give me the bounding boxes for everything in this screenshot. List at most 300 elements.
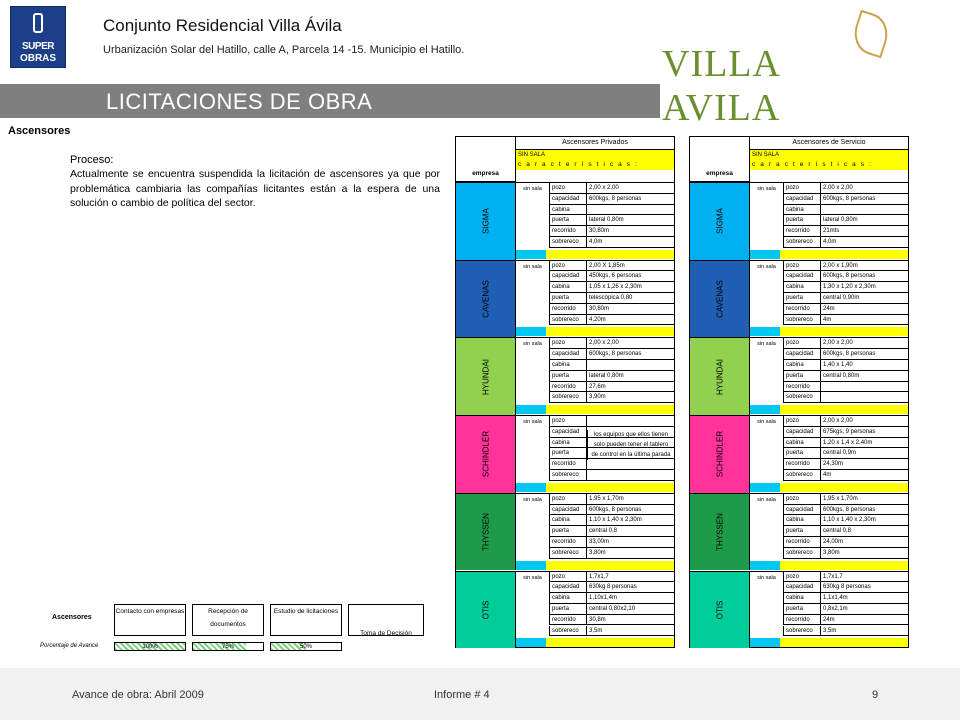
spec-key: puerta (549, 371, 587, 381)
brand-block-schindler (690, 415, 908, 493)
spec-key: capacidad (783, 271, 821, 281)
spec-value: 30,8m (589, 616, 606, 623)
spec-row (549, 304, 674, 315)
spec-row (549, 505, 674, 516)
spec-row (783, 183, 908, 194)
spec-key: puerta (783, 293, 821, 303)
spec-key: puerta (549, 526, 587, 536)
spec-key: cabina (549, 360, 587, 370)
spec-value: 4m (823, 316, 832, 323)
spec-key: cabina (783, 438, 821, 448)
spec-row (783, 205, 908, 216)
spec-value: telescópica 0,80 (589, 295, 633, 302)
page-subtitle: Urbanización Solar del Hatillo, calle A, Parcela 14 -15. Municipio el Hatillo. (103, 44, 465, 56)
spec-row (783, 582, 908, 593)
spec-key: capacidad (549, 505, 587, 515)
spec-row (549, 494, 674, 505)
brand-block-cavenas (690, 260, 908, 338)
brand-cell (456, 572, 516, 649)
progress-chart-title: Ascensores (52, 614, 92, 621)
spec-key: cabina (549, 593, 587, 603)
brand-cell (690, 261, 750, 338)
spec-value: central 0,8 (589, 528, 618, 535)
spec-value: 600kgs, 8 personas (823, 506, 876, 513)
super-obras-logo (10, 6, 66, 68)
spec-row (549, 360, 674, 371)
spec-key: capacidad (549, 427, 587, 437)
spec-row (783, 349, 908, 360)
villa-avila-logo-text: VILLA AVILA (662, 43, 781, 129)
spec-key: capacidad (549, 582, 587, 592)
separator-accent (750, 638, 780, 647)
spec-row (549, 282, 674, 293)
spec-value: 1,40 x 1,40 (823, 361, 853, 368)
spec-row (783, 360, 908, 371)
spec-value (587, 205, 674, 215)
spec-key: recorrido (783, 459, 821, 469)
spec-value: 30,80m (589, 305, 610, 312)
elevator-table-service (689, 136, 909, 648)
spec-row (549, 615, 674, 626)
spec-value: 27,6m (589, 383, 606, 390)
spec-value: 2,00 x 2,00 (823, 418, 853, 425)
spec-value: 2,00 X 1,85m (589, 262, 625, 269)
spec-value: 3,90m (589, 394, 606, 401)
spec-row (549, 183, 674, 194)
sin-sala-cell: sin sala (523, 574, 542, 581)
spec-key: recorrido (783, 382, 821, 392)
caracteristicas-label: c a r a c t e r í s t i c a s : (516, 160, 674, 170)
footer-report: Informe # 4 (434, 689, 490, 701)
spec-key: cabina (783, 282, 821, 292)
spec-key: sobrereco (549, 626, 587, 636)
spec-row (783, 271, 908, 282)
sin-sala-cell: sin sala (523, 186, 542, 192)
spec-row (783, 282, 908, 293)
sin-sala-cell: sin sala (757, 574, 776, 581)
page-number: 9 (872, 689, 879, 701)
brand-block-hyundai (690, 337, 908, 415)
stage-recepcion (192, 604, 264, 636)
progress-value: 50% (299, 644, 312, 650)
spec-row (783, 416, 908, 427)
spec-value: 630kg 8 personas (823, 584, 871, 591)
progress-bar-contacto (114, 642, 186, 651)
spec-row (783, 548, 908, 559)
sin-sala-cell: sin sala (757, 341, 776, 348)
spec-key: cabina (783, 593, 821, 603)
brand-name: HYUNDAI (481, 358, 490, 395)
spec-row (783, 215, 908, 226)
spec-key: recorrido (549, 226, 587, 236)
spec-row (783, 526, 908, 537)
spec-value: 3,80m (823, 549, 840, 556)
separator-accent (750, 250, 780, 259)
spec-row (783, 470, 908, 481)
spec-row (549, 237, 674, 248)
brand-name: SIGMA (715, 208, 724, 235)
sin-sala-cell: sin sala (523, 419, 542, 426)
spec-key: pozo (783, 338, 821, 348)
elevator-table-private (455, 136, 675, 648)
spec-row (783, 438, 908, 449)
spec-value: 4,0m (823, 239, 837, 245)
spec-key: recorrido (549, 537, 587, 547)
note-cell: los equipos que ellos tienen solo pueden tener el tablero de control en la última parada (587, 430, 674, 460)
spec-row (783, 537, 908, 548)
spec-row (783, 237, 908, 248)
spec-row (549, 593, 674, 604)
table-title: Ascensores Privados (516, 137, 674, 150)
spec-row (783, 392, 908, 403)
brand-block-sigma (456, 182, 674, 260)
spec-value: 1,30 x 1,20 x 2,30m (823, 284, 876, 291)
spec-value: 2,00 x 1,90m (823, 262, 858, 269)
spec-key: pozo (549, 261, 587, 271)
spec-row (549, 470, 674, 481)
sin-sala-cell: sin sala (757, 186, 776, 192)
spec-value: 3,5m (823, 627, 837, 634)
banner-title: LICITACIONES DE OBRA (106, 89, 373, 114)
sin-sala-cell: sin sala (757, 419, 776, 426)
footer-date: Avance de obra: Abril 2009 (72, 689, 204, 701)
spec-row (549, 194, 674, 205)
table-title: Ascensores de Servicio (750, 137, 908, 150)
spec-value: 450kgs, 6 personas (589, 273, 642, 280)
spec-key: pozo (783, 494, 821, 504)
spec-row (783, 593, 908, 604)
spec-row (783, 261, 908, 272)
separator-accent (516, 483, 546, 492)
separator-accent (516, 561, 546, 570)
spec-key: cabina (783, 360, 821, 370)
spec-row (783, 338, 908, 349)
brand-cell (690, 572, 750, 649)
spec-value: 1,95 x 1,70m (823, 495, 858, 502)
spec-value: 3,5m (589, 627, 603, 634)
brand-name: CAVENAS (481, 280, 490, 318)
sin-sala-label: SIN SALA (750, 150, 908, 160)
spec-row (549, 626, 674, 637)
spec-key: pozo (549, 183, 587, 193)
stage-label: Toma de Decisión (360, 630, 412, 637)
brand-name: THYSSEN (715, 513, 724, 552)
spec-value: central 0,8 (823, 528, 852, 535)
progress-bar-estudio (270, 642, 342, 651)
spec-key: cabina (783, 515, 821, 525)
spec-row (549, 349, 674, 360)
brand-block-schindler (456, 415, 674, 493)
spec-row (783, 505, 908, 516)
spec-key: puerta (783, 371, 821, 381)
spec-key: recorrido (783, 226, 821, 236)
spec-value: 30,80m (589, 228, 610, 235)
spec-key: puerta (549, 448, 587, 458)
spec-value: 1,10 x 1,40 x 2,30m (823, 517, 876, 524)
brand-name: SCHINDLER (481, 431, 490, 478)
progress-value: 75% (221, 644, 234, 650)
spec-value: 600kgs, 8 personas (589, 506, 642, 513)
spec-key: pozo (549, 494, 587, 504)
sin-sala-cell: sin sala (523, 263, 542, 270)
spec-key: sobrereco (783, 237, 821, 247)
brand-cell (456, 183, 516, 260)
spec-row (783, 293, 908, 304)
spec-value: 600kgs, 8 personas (589, 351, 642, 358)
spec-value: 630kg 8 personas (589, 584, 637, 591)
caracteristicas-label: c a r a c t e r í s t i c a s : (750, 160, 908, 170)
brand-cell (456, 494, 516, 571)
spec-row (783, 515, 908, 526)
proceso-description: Actualmente se encuentra suspendida la licitación de ascensores ya que por problemática cambiaria las compañías licitantes están a la espera de una solución o cambio de política del sector. (70, 168, 440, 209)
spec-value: 1,10x1,4m (589, 595, 618, 602)
spec-value: 600kgs, 8 personas (823, 351, 876, 358)
brand-name: SIGMA (481, 208, 490, 235)
empresa-header (456, 137, 516, 182)
spec-value: 24m (823, 616, 835, 623)
spec-row (549, 537, 674, 548)
spec-row (549, 526, 674, 537)
logo-text-top: SUPER (22, 41, 54, 52)
spec-key: puerta (783, 448, 821, 458)
spec-key: capacidad (549, 349, 587, 359)
spec-row (549, 293, 674, 304)
sin-sala-label: SIN SALA (516, 150, 674, 160)
spec-key: recorrido (783, 304, 821, 314)
empresa-header (690, 137, 750, 182)
spec-key: capacidad (549, 194, 587, 204)
progress-percent-label: Porcentaje de Avance (40, 643, 99, 649)
spec-row (549, 604, 674, 615)
page-title: Conjunto Residencial Villa Ávila (103, 16, 342, 35)
spec-row (783, 315, 908, 326)
stage-label: Recepción de documentos (208, 608, 248, 628)
spec-row (549, 271, 674, 282)
brand-cell (690, 416, 750, 493)
spec-value: 1,95 x 1,70m (589, 495, 624, 502)
spec-value: 675kgs, 9 personas (823, 428, 876, 435)
spec-value: 1,05 x 1,26 x 2,30m (589, 284, 642, 291)
spec-row (549, 205, 674, 216)
spec-value: 4,0m (589, 239, 603, 245)
spec-value: 2,00 x 2,00 (589, 185, 619, 191)
brand-cell (456, 416, 516, 493)
spec-key: sobrereco (549, 392, 587, 402)
spec-value: 24,30m (823, 461, 844, 468)
spec-value: 2,00 x 2,00 (589, 340, 619, 347)
brand-block-cavenas (456, 260, 674, 338)
brand-name: OTIS (715, 600, 724, 620)
spec-key: capacidad (783, 427, 821, 437)
spec-key: sobrereco (783, 548, 821, 558)
spec-value: lateral 0,80m (589, 372, 624, 379)
spec-value: 600kgs, 8 personas (823, 195, 876, 202)
spec-value: lateral 0,80m (823, 217, 858, 224)
brand-cell (690, 183, 750, 260)
spec-key: recorrido (783, 615, 821, 625)
spec-value: 1,10 x 1,40 x 2,30m (589, 517, 642, 524)
progress-fill (193, 643, 246, 650)
spec-key: pozo (783, 261, 821, 271)
spec-value (821, 392, 908, 402)
separator-accent (750, 561, 780, 570)
spec-value: 24m (823, 305, 835, 312)
spec-key: puerta (783, 215, 821, 225)
separator-accent (750, 405, 780, 414)
logo-mark-icon (33, 13, 43, 33)
proceso-label: Proceso: (70, 154, 114, 166)
spec-key: pozo (783, 572, 821, 582)
progress-value: 100% (142, 644, 158, 650)
spec-key: recorrido (549, 615, 587, 625)
spec-key: cabina (549, 438, 587, 448)
empresa-label: empresa (706, 170, 733, 177)
spec-row (783, 626, 908, 637)
spec-value (821, 205, 908, 215)
separator-accent (750, 327, 780, 336)
brand-block-hyundai (456, 337, 674, 415)
spec-key: sobrereco (783, 392, 821, 402)
spec-row (549, 371, 674, 382)
spec-row (549, 315, 674, 326)
spec-row (549, 382, 674, 393)
spec-value: 1,7x1,7 (823, 573, 843, 580)
spec-value: central 0,80x2,10 (589, 605, 636, 612)
separator-accent (516, 250, 546, 259)
spec-row (783, 494, 908, 505)
spec-value: 2,00 x 2,00 (823, 185, 853, 191)
brand-block-sigma (690, 182, 908, 260)
spec-value: 1,20 x 1,4 x 2,40m (823, 439, 873, 446)
spec-key: pozo (783, 416, 821, 426)
spec-row (783, 194, 908, 205)
spec-row (549, 572, 674, 583)
spec-value: central 0,90m (823, 295, 860, 302)
spec-key: cabina (783, 205, 821, 215)
spec-row (549, 338, 674, 349)
spec-row (549, 515, 674, 526)
spec-key: puerta (549, 293, 587, 303)
spec-value: 4m (823, 472, 832, 479)
spec-key: sobrereco (783, 626, 821, 636)
sin-sala-cell: sin sala (523, 496, 542, 503)
empresa-label: empresa (472, 170, 499, 177)
spec-row (783, 226, 908, 237)
spec-row (549, 261, 674, 272)
spec-key: recorrido (549, 382, 587, 392)
stage-label: Estudio de licitaciones (273, 608, 339, 615)
spec-key: puerta (783, 604, 821, 614)
section-banner (0, 84, 660, 118)
spec-key: capacidad (549, 271, 587, 281)
spec-key: pozo (549, 572, 587, 582)
spec-key: puerta (549, 604, 587, 614)
separator-accent (516, 327, 546, 336)
spec-row (549, 459, 674, 470)
spec-key: sobrereco (783, 315, 821, 325)
spec-key: cabina (549, 282, 587, 292)
spec-row (783, 572, 908, 583)
spec-value: central 0,80m (823, 372, 860, 379)
spec-key: capacidad (783, 194, 821, 204)
spec-row (549, 548, 674, 559)
brand-block-otis (456, 571, 674, 649)
spec-value: 3,80m (589, 549, 606, 556)
spec-value: 600kgs, 8 personas (823, 273, 876, 280)
brand-name: THYSSEN (481, 513, 490, 552)
progress-bar-recepcion (192, 642, 264, 651)
spec-key: recorrido (783, 537, 821, 547)
spec-key: recorrido (549, 459, 587, 469)
spec-row (549, 226, 674, 237)
spec-row (549, 416, 674, 427)
spec-row (549, 582, 674, 593)
spec-row (549, 215, 674, 226)
stage-decision (348, 604, 424, 636)
separator-accent (516, 638, 546, 647)
spec-row (783, 459, 908, 470)
brand-block-thyssen (456, 493, 674, 571)
spec-value (587, 360, 674, 370)
brand-cell (690, 494, 750, 571)
brand-name: CAVENAS (715, 280, 724, 318)
spec-row (783, 371, 908, 382)
spec-key: sobrereco (549, 315, 587, 325)
spec-key: puerta (783, 526, 821, 536)
brand-cell (456, 261, 516, 338)
section-heading: Ascensores (8, 125, 71, 137)
brand-name: HYUNDAI (715, 358, 724, 395)
spec-value: 600kgs, 8 personas (589, 195, 642, 202)
spec-key: pozo (549, 416, 587, 426)
spec-value: lateral 0,80m (589, 217, 624, 224)
spec-key: cabina (549, 515, 587, 525)
spec-row (783, 427, 908, 438)
spec-value: 1,7x1,7 (589, 573, 609, 580)
sin-sala-cell: sin sala (757, 496, 776, 503)
spec-value: central 0,9m (823, 450, 857, 457)
separator-accent (750, 483, 780, 492)
spec-key: sobrereco (549, 470, 587, 480)
spec-value: 0,8x2,1m (823, 605, 848, 612)
brand-cell (456, 338, 516, 415)
spec-key: sobrereco (549, 548, 587, 558)
brand-name: SCHINDLER (715, 431, 724, 478)
spec-row (783, 615, 908, 626)
spec-row (549, 392, 674, 403)
spec-value (821, 382, 908, 392)
brand-cell (690, 338, 750, 415)
spec-key: pozo (783, 183, 821, 193)
spec-value: 4,20m (589, 316, 606, 323)
spec-row (783, 448, 908, 459)
spec-key: recorrido (549, 304, 587, 314)
spec-key: pozo (549, 338, 587, 348)
brand-block-otis (690, 571, 908, 649)
spec-key: capacidad (783, 349, 821, 359)
sin-sala-cell: sin sala (523, 341, 542, 348)
stage-estudio (270, 604, 342, 636)
spec-key: capacidad (783, 582, 821, 592)
spec-key: capacidad (783, 505, 821, 515)
brand-block-thyssen (690, 493, 908, 571)
sin-sala-cell: sin sala (757, 263, 776, 270)
spec-key: sobrereco (549, 237, 587, 247)
spec-value: 24,00m (823, 538, 844, 545)
spec-value: 2,00 x 2,00 (823, 340, 853, 347)
stage-label: Contacto con empresas (115, 608, 185, 615)
spec-row (783, 604, 908, 615)
